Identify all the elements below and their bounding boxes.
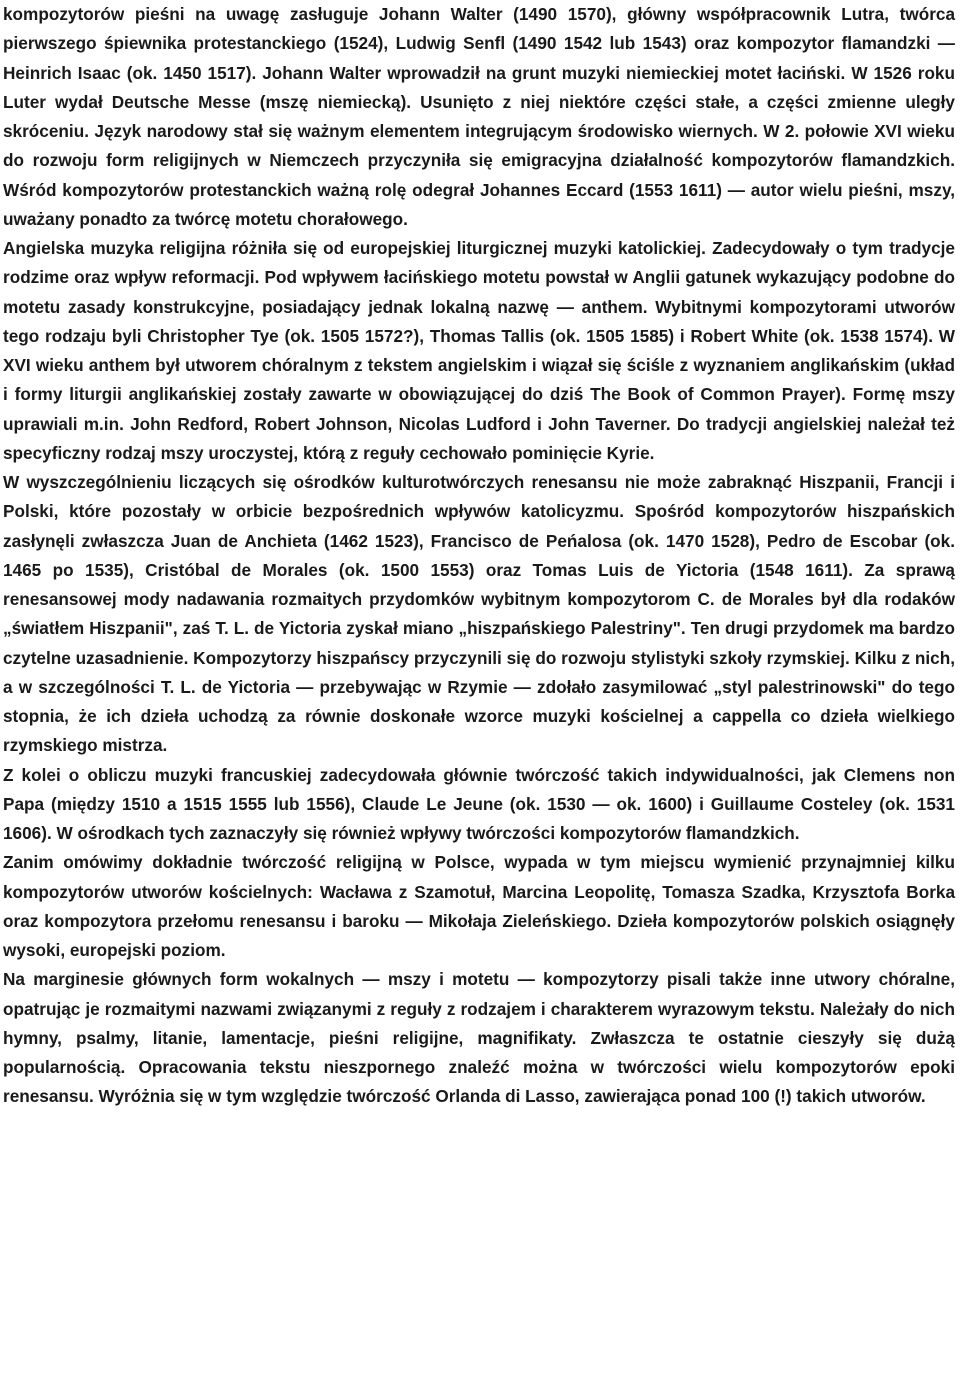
paragraph-polish-composers: Zanim omówimy dokładnie twórczość religijną w Polsce, wypada w tym miejscu wymienić przynajmniej kilku kompozytorów utworów kościelnych: Wacława z Szamotuł, Marcina Leopolitę, Tomasza Szadka, Krzysztofa Borka oraz kompozytora przełomu renesansu i baroku — Mikołaja Zieleńskiego. Dzieła kompozytorów polskich osiągnęły wysoki, europejski poziom. [3,852,955,960]
paragraph-other-choral-forms: Na marginesie głównych form wokalnych — mszy i motetu — kompozytorzy pisali także inne utwory chóralne, opatrując je rozmaitymi nazwami związanymi z reguły z rodzajem i charakterem wyrazowym tekstu. Należały do nich hymny, psalmy, litanie, lamentacje, pieśni religijne, magnifikaty. Zwłaszcza te ostatnie cieszyły się dużą popularnością. Opracowania tekstu nieszpornego znaleźć można w twórczości wielu kompozytorów epoki renesansu. Wyróżnia się w tym względzie twórczość Orlanda di Lasso, zawierająca ponad 100 (!) takich utworów. [3,969,955,1107]
document-page [3,0,955,1112]
paragraph-english-music: Angielska muzyka religijna różniła się od europejskiej liturgicznej muzyki katolickiej. Zadecydowały o tym tradycje rodzime oraz wpływ reformacji. Pod wpływem łacińskiego motetu powstał w Anglii gatunek wykazujący podobne do motetu zasady konstrukcyjne, posiadający jednak lokalną nazwę — anthem. Wybitnymi kompozytorami utworów tego rodzaju byli Christopher Tye (ok. 1505 1572?), Thomas Tallis (ok. 1505 1585) i Robert White (ok. 1538 1574). W XVI wieku anthem był utworem chóralnym z tekstem angielskim i wiązał się ściśle z wyznaniem anglikańskim (układ i formy liturgii anglikańskiej zostały zawarte w obowiązującej do dziś The Book of Common Prayer). Formę mszy uprawiali m.in. John Redford, Robert Johnson, Nicolas Ludford i John Taverner. Do tradycji angielskiej należał też specyficzny rodzaj mszy uroczystej, którą z reguły cechowało pominięcie Kyrie. [3,238,955,463]
paragraph-spanish-composers: W wyszczególnieniu liczących się ośrodków kulturotwórczych renesansu nie może zabraknąć Hiszpanii, Francji i Polski, które pozostały w orbicie bezpośrednich wpływów katolicyzmu. Spośród kompozytorów hiszpańskich zasłynęli zwłaszcza Juan de Anchieta (1462 1523), Francisco de Peńalosa (ok. 1470 1528), Pedro de Escobar (ok. 1465 po 1535), Cristóbal de Morales (ok. 1500 1553) oraz Tomas Luis de Yictoria (1548 1611). Za sprawą renesansowej mody nadawania rozmaitych przydomków wybitnym kompozytorom C. de Morales był dla rodaków „światłem Hiszpanii", zaś T. L. de Yictoria zyskał miano „hiszpańskiego Palestriny". Ten drugi przydomek ma bardzo czytelne uzasadnienie. Kompozytorzy hiszpańscy przyczynili się do rozwoju stylistyki szkoły rzymskiej. Kilku z nich, a w szczególności T. L. de Yictoria — przebywając w Rzymie — zdołało zasymilować „styl palestrinowski" do tego stopnia, że ich dzieła uchodzą za równie doskonałe wzorce muzyki kościelnej a cappella co dzieła wielkiego rzymskiego mistrza. [3,472,955,756]
paragraph-walter-luther: kompozytorów pieśni na uwagę zasługuje Johann Walter (1490 1570), główny współpracownik Lutra, twórca pierwszego śpiewnika protestanckiego (1524), Ludwig Senfl (1490 1542 lub 1543) oraz kompozytor flamandzki — Heinrich Isaac (ok. 1450 1517). Johann Walter wprowadził na grunt muzyki niemieckiej motet łaciński. W 1526 roku Luter wydał Deutsche Messe (mszę niemiecką). Usunięto z niej niektóre części stałe, a części zmienne uległy skróceniu. Język narodowy stał się ważnym elementem integrującym środowisko wiernych. W 2. połowie XVI wieku do rozwoju form religijnych w Niemczech przyczyniła się emigracyjna działalność kompozytorów flamandzkich. Wśród kompozytorów protestanckich ważną rolę odegrał Johannes Eccard (1553 1611) — autor wielu pieśni, mszy, uważany ponadto za twórcę motetu chorałowego. [3,4,955,229]
paragraph-french-music: Z kolei o obliczu muzyki francuskiej zadecydowała głównie twórczość takich indywidualności, jak Clemens non Papa (między 1510 a 1515 1555 lub 1556), Claude Le Jeune (ok. 1530 — ok. 1600) i Guillaume Costeley (ok. 1531 1606). W ośrodkach tych zaznaczyły się również wpływy twórczości kompozytorów flamandzkich. [3,764,955,843]
